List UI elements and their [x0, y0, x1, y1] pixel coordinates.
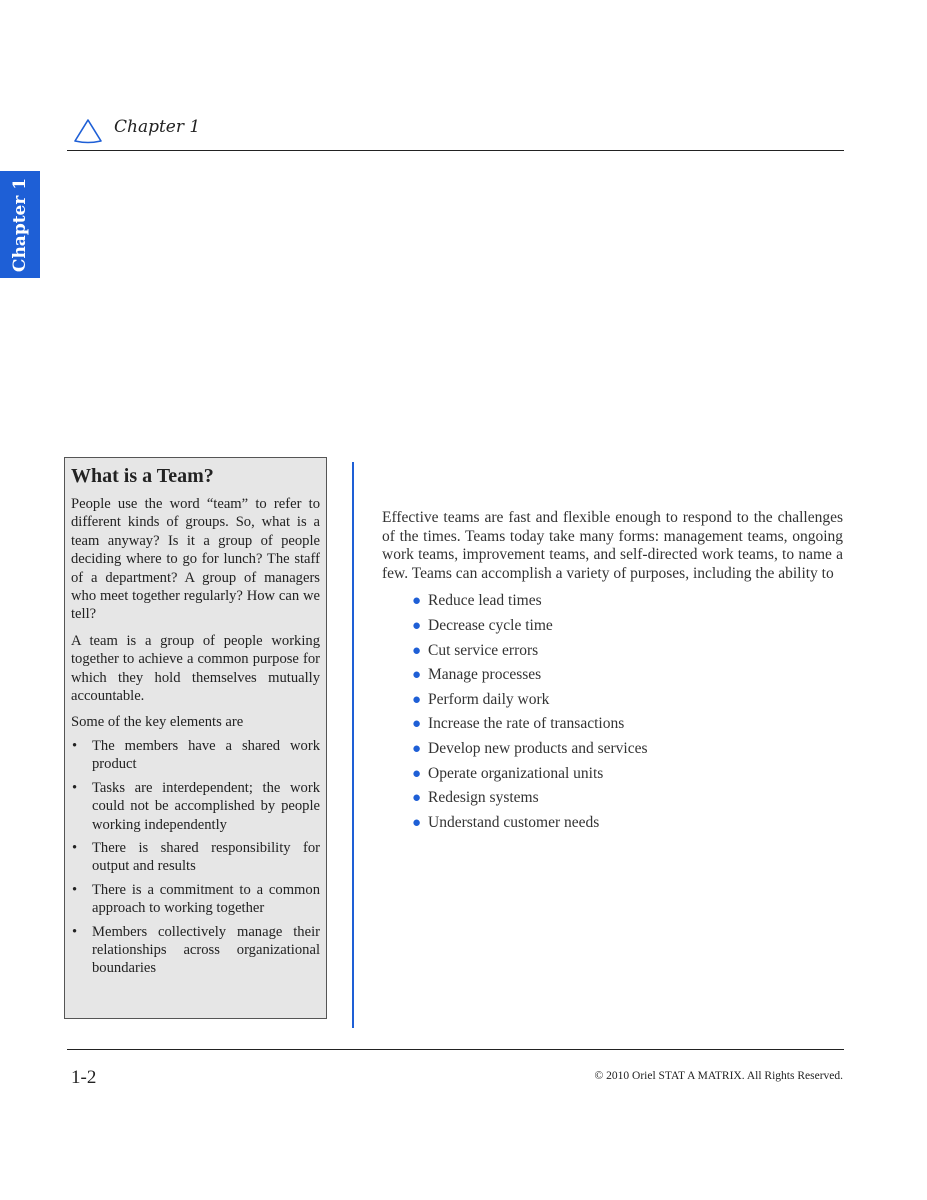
page-header: [67, 112, 844, 152]
bullet-icon: ●: [412, 790, 422, 807]
definition-sidebar: [64, 457, 327, 1019]
list-item-text: The members have a shared work product: [92, 737, 320, 773]
bullet-icon: ●: [412, 642, 422, 659]
footer-divider: [67, 1049, 844, 1050]
list-item: [412, 666, 843, 691]
list-item: [412, 617, 843, 642]
bullet-icon: ●: [412, 667, 422, 684]
sidebar-paragraph: Some of the key elements are: [71, 714, 244, 731]
list-item-text: Increase the rate of transactions: [428, 715, 625, 733]
copyright-notice: © 2010 Oriel STAT A MATRIX. All Rights Reserved.: [594, 1070, 843, 1082]
bullet-icon: ●: [412, 593, 422, 610]
header-divider: [67, 150, 844, 151]
list-item: [412, 715, 843, 740]
list-item-text: Manage processes: [428, 666, 542, 684]
list-item: [71, 779, 320, 834]
chapter-side-tab-label: Chapter 1: [10, 177, 30, 272]
list-item: [71, 839, 320, 876]
list-item-text: There is a commitment to a common approach to working together: [92, 881, 320, 917]
list-item: [71, 923, 320, 978]
bullet-icon: ●: [412, 765, 422, 782]
list-item: [412, 740, 843, 765]
sidebar-title: What is a Team?: [71, 465, 214, 487]
list-item: [71, 881, 320, 918]
list-item-text: Decrease cycle time: [428, 616, 553, 634]
list-item-text: Perform daily work: [428, 690, 550, 708]
bullet-icon: ●: [412, 814, 422, 831]
list-item: [412, 592, 843, 617]
bullet-icon: •: [72, 923, 78, 940]
list-item: [412, 814, 843, 839]
page-number: 1-2: [71, 1067, 97, 1088]
list-item-text: Tasks are interdependent; the work could not be accomplished by people working independently: [92, 779, 320, 833]
sidebar-paragraph: People use the word “team” to refer to different kinds of groups. So, what is a team anyway? Is it a group of people deciding where to go for lunch? The staff of a department? A group of managers who meet together regularly? How can we tell?: [71, 496, 320, 623]
bullet-icon: ●: [412, 740, 422, 757]
list-item: [71, 737, 320, 774]
list-item: [412, 765, 843, 790]
list-item-text: Understand customer needs: [428, 813, 600, 831]
list-item: [412, 642, 843, 667]
column-divider: [352, 462, 354, 1028]
list-item: [412, 789, 843, 814]
list-item-text: There is shared responsibility for output and results: [92, 839, 320, 875]
intro-paragraph: Effective teams are fast and flexible enough to respond to the challenges of the times. Teams today take many forms: management teams, ongoing work teams, improvement teams, and self-directed work teams, to name a few. Teams can accomplish a variety of purposes, including the ability to: [382, 509, 843, 582]
sidebar-paragraph: A team is a group of people working together to achieve a common purpose for which they hold themselves mutually accountable.: [71, 632, 320, 705]
list-item-text: Redesign systems: [428, 789, 539, 807]
bullet-icon: •: [72, 779, 78, 796]
list-item-text: Develop new products and services: [428, 739, 648, 757]
purposes-list: [382, 592, 843, 838]
list-item-text: Cut service errors: [428, 641, 539, 659]
chapter-side-tab: [0, 171, 40, 278]
main-content: [382, 509, 843, 838]
list-item-text: Operate organizational units: [428, 764, 604, 782]
bullet-icon: •: [72, 881, 78, 898]
list-item-text: Members collectively manage their relationships across organizational boundaries: [92, 923, 320, 977]
bullet-icon: ●: [412, 716, 422, 733]
list-item: [412, 691, 843, 716]
bullet-icon: ●: [412, 617, 422, 634]
bullet-icon: •: [72, 737, 78, 754]
key-elements-list: [71, 737, 320, 978]
bullet-icon: ●: [412, 691, 422, 708]
chapter-title: Chapter 1: [114, 117, 201, 137]
bullet-icon: •: [72, 839, 78, 856]
triangle-icon: [73, 117, 103, 147]
list-item-text: Reduce lead times: [428, 592, 542, 610]
